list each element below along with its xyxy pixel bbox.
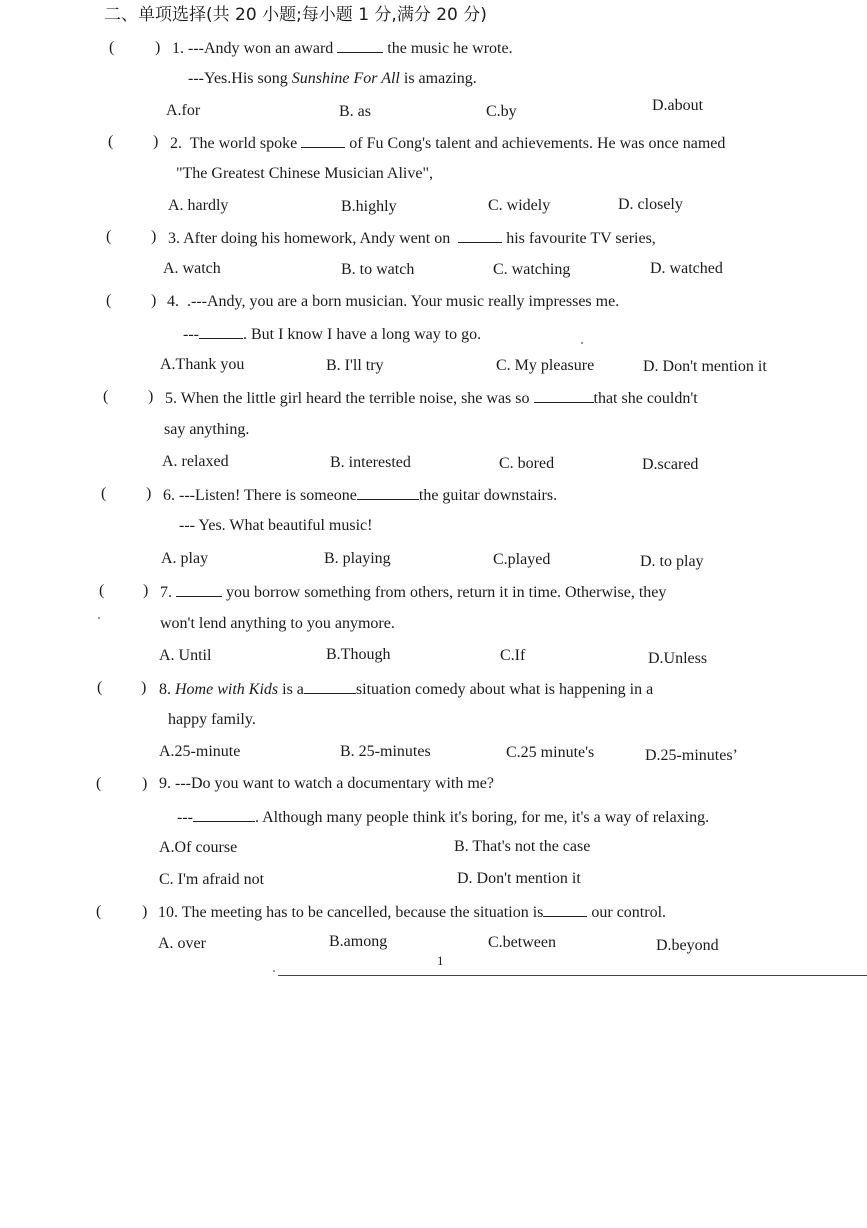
question-stem: 4. .---Andy, you are a born musician. Your music really impresses me. — [167, 293, 620, 310]
option-a: A. hardly — [168, 197, 229, 214]
answer-blank — [458, 228, 502, 243]
answer-bracket-open: ( — [97, 679, 103, 696]
option-c: C.played — [493, 551, 551, 568]
option-a: A.25-minute — [159, 743, 241, 760]
answer-bracket-open: ( — [101, 485, 107, 502]
question-stem: 3. After doing his homework, Andy went on his favourite TV series, — [168, 230, 656, 247]
option-b: B.highly — [341, 198, 397, 215]
footer-rule — [278, 975, 867, 976]
answer-bracket-open: ( — [108, 133, 114, 150]
answer-bracket-close: ) — [148, 388, 154, 405]
answer-bracket-close: ) — [155, 39, 161, 56]
question-dialogue-line: --- . Although many people think it's boring, for me, it's a way of relaxing. — [177, 809, 710, 826]
question-stem: 8. Home with Kids is a situation comedy about what is happening in a — [159, 681, 654, 698]
answer-bracket-close: ) — [146, 485, 152, 502]
answer-bracket-close: ) — [142, 903, 148, 920]
question-stem: 5. When the little girl heard the terrible noise, she was so that she couldn't — [165, 390, 698, 407]
option-b: B. playing — [324, 550, 391, 567]
option-d: D.25-minutes’ — [645, 747, 738, 764]
option-c: C. bored — [499, 455, 555, 472]
question-continuation: say anything. — [164, 421, 250, 438]
option-a: A. over — [158, 935, 206, 952]
option-d: D.beyond — [656, 937, 719, 954]
option-b: B. That's not the case — [454, 838, 591, 855]
answer-blank — [199, 324, 243, 339]
option-a: A.Of course — [159, 839, 238, 856]
answer-bracket-close: ) — [141, 679, 147, 696]
option-c: C.If — [500, 647, 526, 664]
page-number: 1 — [437, 953, 444, 968]
section-title: 二、单项选择(共 20 小题;每小题 1 分,满分 20 分) — [104, 5, 487, 25]
answer-bracket-open: ( — [96, 775, 102, 792]
answer-blank — [337, 38, 383, 53]
option-d: D. Don't mention it — [457, 870, 581, 887]
option-d: D. Don't mention it — [643, 358, 767, 375]
answer-bracket-close: ) — [151, 292, 157, 309]
answer-bracket-open: ( — [106, 228, 112, 245]
answer-blank — [534, 388, 594, 403]
option-a: A. watch — [163, 260, 221, 277]
question-stem: 2. The world spoke of Fu Cong's talent and achievements. He was once named — [170, 135, 726, 152]
question-stem: 6. ---Listen! There is someone the guitar downstairs. — [163, 487, 558, 504]
question-continuation: won't lend anything to you anymore. — [160, 615, 395, 632]
option-d: D.Unless — [648, 650, 708, 667]
question-stem: 1. ---Andy won an award the music he wrote. — [172, 40, 513, 57]
option-c: C. My pleasure — [496, 357, 595, 374]
option-b: B. as — [339, 103, 371, 120]
question-stem: 7. you borrow something from others, return it in time. Otherwise, they — [160, 584, 667, 601]
option-b: B. I'll try — [326, 357, 384, 374]
option-b: B. to watch — [341, 261, 415, 278]
option-c: C. widely — [488, 197, 551, 214]
option-d: D. watched — [650, 260, 723, 277]
scan-speck — [581, 342, 583, 344]
question-continuation: "The Greatest Chinese Musician Alive", — [176, 165, 433, 182]
answer-blank — [301, 133, 345, 148]
scan-speck — [273, 970, 275, 972]
answer-bracket-open: ( — [99, 582, 105, 599]
answer-blank — [357, 485, 419, 500]
option-b: B.among — [329, 933, 388, 950]
option-b: B. interested — [330, 454, 411, 471]
answer-bracket-open: ( — [96, 903, 102, 920]
option-a: A. Until — [159, 647, 212, 664]
question-dialogue-line: ---Yes.His song Sunshine For All is amazing. — [188, 70, 477, 87]
option-d: D. closely — [618, 196, 683, 213]
option-a: A.for — [166, 102, 201, 119]
answer-blank — [543, 902, 587, 917]
answer-blank — [304, 679, 356, 694]
option-c: C. I'm afraid not — [159, 871, 265, 888]
answer-bracket-close: ) — [153, 133, 159, 150]
option-c: C. watching — [493, 261, 571, 278]
answer-bracket-close: ) — [151, 228, 157, 245]
option-c: C.between — [488, 934, 556, 951]
question-stem: 9. ---Do you want to watch a documentary with me? — [159, 775, 495, 792]
option-b: B. 25-minutes — [340, 743, 431, 760]
question-continuation: happy family. — [168, 711, 256, 728]
option-d: D.about — [652, 97, 704, 114]
option-c: C.by — [486, 103, 517, 120]
option-c: C.25 minute's — [506, 744, 595, 761]
option-d: D. to play — [640, 553, 704, 570]
question-stem: 10. The meeting has to be cancelled, because the situation is our control. — [158, 904, 667, 921]
question-dialogue-line: --- . But I know I have a long way to go. — [183, 326, 482, 343]
option-d: D.scared — [642, 456, 699, 473]
option-b: B.Though — [326, 646, 391, 663]
answer-bracket-open: ( — [109, 39, 115, 56]
option-a: A. play — [161, 550, 209, 567]
option-a: A. relaxed — [162, 453, 229, 470]
answer-blank — [176, 582, 222, 597]
answer-bracket-open: ( — [106, 292, 112, 309]
option-a: A.Thank you — [160, 356, 245, 373]
scan-speck — [98, 617, 100, 619]
answer-bracket-open: ( — [103, 388, 109, 405]
answer-bracket-close: ) — [143, 582, 149, 599]
answer-bracket-close: ) — [142, 775, 148, 792]
question-dialogue-line: --- Yes. What beautiful music! — [179, 517, 373, 534]
answer-blank — [193, 807, 255, 822]
